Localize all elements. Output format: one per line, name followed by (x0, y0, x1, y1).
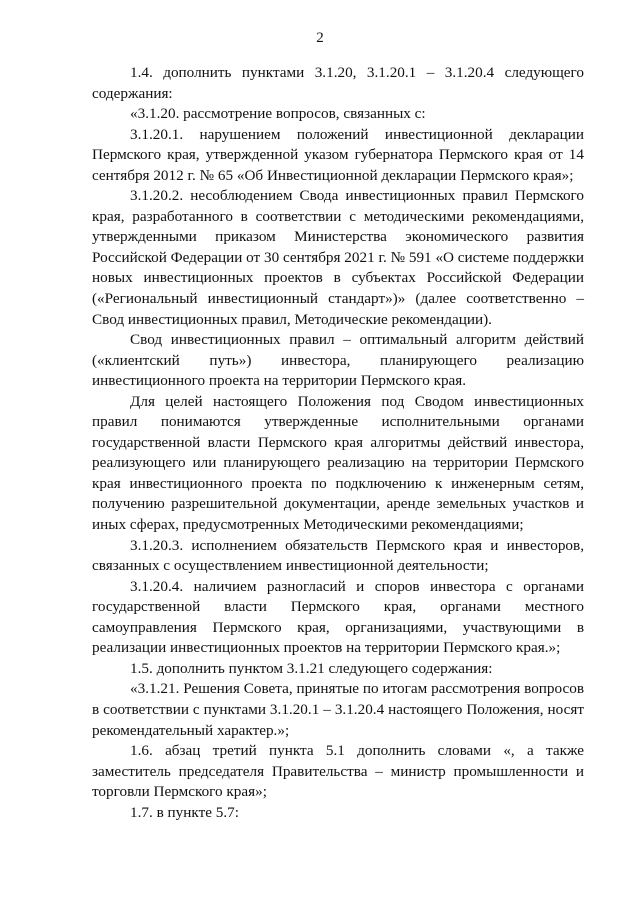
paragraph-1-4: 1.4. дополнить пунктами 3.1.20, 3.1.20.1 – 3.1.20.4 следующего содержания: (92, 64, 584, 102)
paragraph-1-5: 1.5. дополнить пунктом 3.1.21 следующего содержания: (130, 659, 493, 677)
paragraph-1-7: 1.7. в пункте 5.7: (130, 803, 239, 821)
paragraph-investment-rules-purpose: Для целей настоящего Положения под Сводом инвестиционных правил понимаются утвержденные исполнительными органами государственной власти Пермского края алгоритмы действий инвестора, реализующего или планирующего реализацию на территории Пермского края инвестиционного проекта по подключению к инженерным сетям, получению разрешительной документации, аренде земельных участков и иных сферах, предусмотренных Методическими рекомендациями; (92, 392, 584, 534)
paragraph-3-1-20-1: 3.1.20.1. нарушением положений инвестиционной декларации Пермского края, утвержденной указом губернатора Пермского края от 14 сентября 2012 г. № 65 «Об Инвестиционной декларации Пермского края»; (92, 125, 584, 184)
paragraph-3-1-20-3: 3.1.20.3. исполнением обязательств Пермского края и инвесторов, связанных с осуществлением инвестиционной деятельности; (92, 536, 584, 575)
page-number: 2 (316, 30, 324, 46)
paragraph-3-1-20-4: 3.1.20.4. наличием разногласий и споров инвестора с органами государственной власти Пермского края, органами местного самоуправления Пермского края, организациями, участвующими в реализации инвестиционных проектов на территории Пермского края.»; (92, 577, 584, 657)
paragraph-3-1-20: «3.1.20. рассмотрение вопросов, связанных с: (130, 105, 426, 123)
paragraph-3-1-20-2: 3.1.20.2. несоблюдением Свода инвестиционных правил Пермского края, разработанного в соответствии с методическими рекомендациями, утвержденными приказом Министерства экономического развития Российской Федерации от 30 сентября 2021 г. № 591 «О системе поддержки новых инвестиционных проектов в субъектах Российской Федерации («Региональный инвестиционный стандарт»)» (далее соответственно – Свод инвестиционных правил, Методические рекомендации). (92, 187, 585, 328)
paragraph-1-6: 1.6. абзац третий пункта 5.1 дополнить словами «, а также заместитель председателя Правительства – министр промышленности и торговли Пермского края»; (92, 742, 584, 801)
paragraph-3-1-21: «3.1.21. Решения Совета, принятые по итогам рассмотрения вопросов в соответствии с пунктами 3.1.20.1 – 3.1.20.4 настоящего Положения, носят рекомендательный характер.»; (92, 680, 584, 739)
paragraph-investment-rules-definition: Свод инвестиционных правил – оптимальный алгоритм действий («клиентский путь») инвестора, планирующего реализацию инвестиционного проекта на территории Пермского края. (92, 331, 584, 390)
document-body (92, 63, 584, 823)
